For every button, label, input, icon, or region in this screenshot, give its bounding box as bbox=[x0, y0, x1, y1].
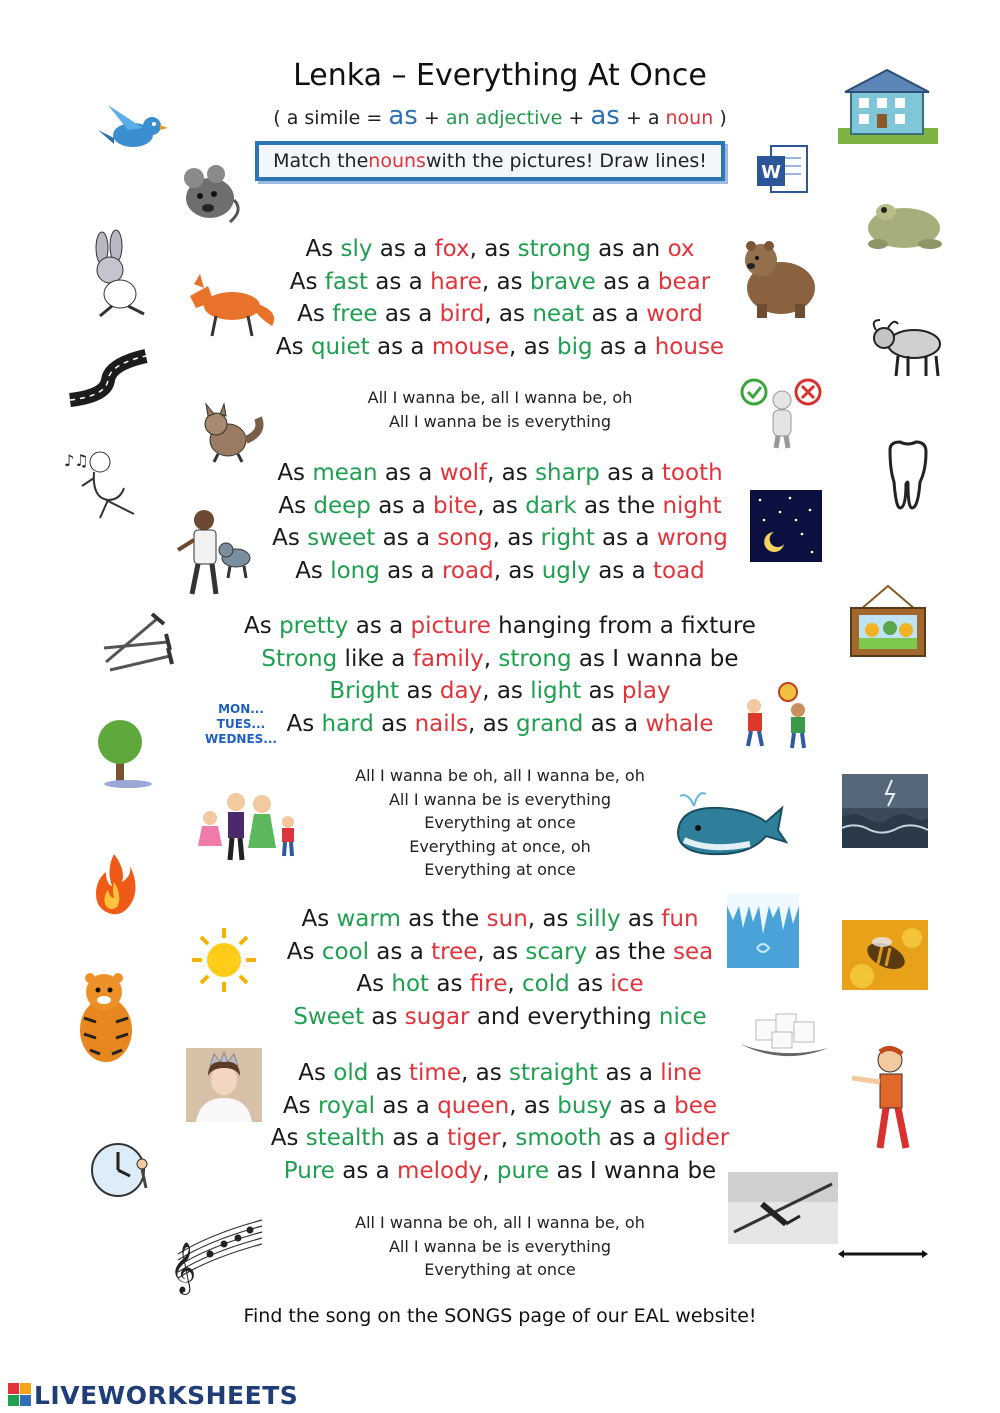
adjective-word: Strong bbox=[261, 645, 338, 672]
formula-plus-2: + bbox=[562, 107, 591, 129]
lyric-text: as a bbox=[377, 460, 440, 486]
lyric-text: , bbox=[482, 1157, 497, 1184]
lyric-text: as a bbox=[584, 301, 647, 327]
adjective-word: cool bbox=[321, 938, 369, 965]
instruction-highlight: nouns bbox=[368, 150, 426, 172]
lyric-text: as a bbox=[592, 333, 655, 360]
day-label-mon: MON... bbox=[218, 702, 264, 716]
sea-picture-icon[interactable] bbox=[842, 774, 928, 848]
chorus-line: All I wanna be oh, all I wanna be, oh bbox=[355, 766, 645, 785]
adjective-word: silly bbox=[575, 906, 621, 932]
road-picture-icon[interactable] bbox=[66, 350, 152, 406]
noun-word[interactable]: melody bbox=[397, 1157, 483, 1184]
footer-note: Find the song on the SONGS page of our EAL website! bbox=[243, 1305, 757, 1327]
hare-picture-icon[interactable] bbox=[82, 234, 156, 318]
lyric-text: as bbox=[399, 678, 440, 704]
noun-word[interactable]: fox bbox=[434, 236, 470, 262]
glider-picture-icon[interactable] bbox=[728, 1172, 838, 1244]
lyric-text: As bbox=[286, 710, 322, 737]
noun-word[interactable]: whale bbox=[645, 710, 714, 737]
formula-open: ( a simile = bbox=[273, 107, 389, 129]
lyric-text: as the bbox=[576, 492, 663, 519]
lyric-text: hanging from a fixture bbox=[490, 613, 756, 639]
noun-word[interactable]: bite bbox=[433, 492, 478, 519]
lyric-text: , as bbox=[509, 1092, 558, 1119]
day-label-tues: TUES... bbox=[216, 717, 266, 731]
song-picture-icon[interactable] bbox=[64, 440, 148, 520]
lyric-text: as a bbox=[601, 1125, 664, 1151]
lyric-text: as a bbox=[369, 938, 432, 965]
lyric-text: as a bbox=[370, 492, 434, 519]
noun-word[interactable]: bee bbox=[674, 1092, 718, 1119]
lyric-text: as bbox=[620, 906, 662, 932]
fire-picture-icon[interactable] bbox=[92, 852, 138, 916]
sun-picture-icon[interactable] bbox=[190, 926, 258, 994]
lyrics-stanza-2 bbox=[0, 457, 1000, 587]
noun-word[interactable]: ox bbox=[667, 236, 695, 262]
lyric-text: as a bbox=[590, 557, 653, 584]
bee-picture-icon[interactable] bbox=[842, 920, 928, 990]
noun-word[interactable]: mouse bbox=[431, 333, 509, 360]
adjective-word: Bright bbox=[329, 678, 400, 704]
bear-picture-icon[interactable] bbox=[735, 238, 819, 320]
worksheet-title: Lenka – Everything At Once bbox=[293, 58, 707, 93]
chorus-line: All I wanna be is everything bbox=[388, 789, 612, 809]
lyric-text: as a bbox=[369, 333, 432, 360]
toad-picture-icon[interactable] bbox=[860, 194, 946, 252]
lyric-text: As bbox=[278, 492, 314, 519]
noun-word[interactable]: wolf bbox=[439, 460, 488, 486]
lyric-text: , as bbox=[493, 557, 542, 584]
lyric-text: as a bbox=[598, 1060, 661, 1086]
lyric-text: , bbox=[507, 971, 522, 997]
lyric-text: As bbox=[295, 557, 331, 584]
lyric-text: As bbox=[356, 971, 392, 997]
lyric-text: , bbox=[483, 645, 499, 672]
noun-word[interactable]: line bbox=[660, 1060, 702, 1086]
adjective-word: cold bbox=[522, 971, 570, 997]
house-picture-icon[interactable] bbox=[833, 68, 943, 146]
lyric-text: and everything bbox=[469, 1003, 659, 1030]
lyric-text: as a bbox=[377, 301, 440, 327]
lyric-text: as bbox=[569, 971, 611, 997]
lyric-text: as a bbox=[375, 1092, 438, 1119]
brand-name: LIVEWORKSHEETS bbox=[34, 1381, 299, 1410]
lyric-text: , as bbox=[468, 710, 517, 737]
chorus-line: All I wanna be is everything bbox=[388, 1236, 612, 1256]
noun-word[interactable]: family bbox=[412, 645, 484, 672]
adjective-word: brave bbox=[529, 268, 596, 295]
fox-picture-icon[interactable] bbox=[180, 272, 280, 338]
nails-picture-icon[interactable] bbox=[100, 612, 174, 672]
adjective-word: hard bbox=[321, 710, 374, 737]
noun-word[interactable]: time bbox=[409, 1060, 461, 1086]
pointing-boy-icon[interactable] bbox=[850, 1046, 920, 1156]
lyric-text: As bbox=[244, 613, 280, 639]
melody-picture-icon[interactable] bbox=[170, 1214, 264, 1293]
adjective-word: Pure bbox=[283, 1157, 335, 1184]
noun-word[interactable]: tooth bbox=[661, 460, 723, 486]
adjective-word: busy bbox=[557, 1092, 613, 1119]
adjective-word: grand bbox=[516, 710, 584, 737]
straight-line-icon[interactable] bbox=[838, 1246, 928, 1262]
lyric-text: as a bbox=[367, 268, 431, 295]
whale-picture-icon[interactable] bbox=[670, 782, 788, 862]
adjective-word: mean bbox=[312, 460, 378, 486]
wolf-picture-icon[interactable] bbox=[192, 404, 266, 464]
lyric-text: , as bbox=[484, 301, 533, 327]
lyric-text: , as bbox=[487, 460, 536, 486]
tiger-picture-icon[interactable] bbox=[66, 968, 146, 1068]
formula-noun: noun bbox=[665, 107, 714, 129]
chorus-line: Everything at once bbox=[424, 1260, 576, 1279]
lyric-text: as a bbox=[385, 1125, 448, 1151]
lyric-text: as a bbox=[379, 557, 442, 584]
lyric-text: As bbox=[275, 333, 311, 360]
lyric-text: as bbox=[368, 1060, 410, 1086]
noun-word[interactable]: hare bbox=[430, 268, 482, 295]
lyric-text: as a bbox=[348, 613, 411, 639]
formula-plus-3: + a bbox=[619, 107, 666, 129]
lyric-text: , as bbox=[482, 678, 531, 704]
noun-word[interactable]: tree bbox=[431, 938, 478, 965]
lyric-text: , as bbox=[477, 938, 526, 965]
adjective-word: straight bbox=[509, 1060, 599, 1086]
chorus-line: All I wanna be, all I wanna be, oh bbox=[367, 388, 633, 407]
day-days-label[interactable] bbox=[196, 702, 286, 747]
noun-word[interactable]: wrong bbox=[656, 525, 728, 551]
lyric-text: as I wanna be bbox=[571, 645, 739, 672]
formula-adjective: an adjective bbox=[445, 107, 563, 129]
lyric-line bbox=[0, 522, 1000, 555]
lyric-text: as a bbox=[599, 460, 662, 486]
adjective-word: fast bbox=[324, 268, 368, 295]
noun-word[interactable]: sea bbox=[672, 938, 714, 965]
noun-word[interactable]: bear bbox=[657, 268, 711, 295]
adjective-word: big bbox=[557, 333, 593, 360]
adjective-word: smooth bbox=[515, 1125, 602, 1151]
chorus-line: Everything at once bbox=[424, 813, 576, 832]
mouse-picture-icon[interactable] bbox=[172, 160, 240, 226]
lyric-line bbox=[0, 457, 1000, 490]
formula-plus-1: + bbox=[417, 107, 446, 129]
noun-word[interactable]: house bbox=[654, 333, 725, 360]
lyric-text: As bbox=[272, 525, 308, 551]
noun-word[interactable]: play bbox=[621, 678, 671, 704]
lyric-text: as an bbox=[590, 236, 668, 262]
formula-as-1: as bbox=[388, 101, 418, 131]
svg-text:♪♫: ♪♫ bbox=[64, 451, 89, 470]
lyric-text: , as bbox=[527, 906, 576, 932]
adjective-word: nice bbox=[658, 1003, 707, 1030]
adjective-word: deep bbox=[313, 492, 371, 519]
adjective-word: hot bbox=[391, 971, 430, 997]
chorus-line: All I wanna be oh, all I wanna be, oh bbox=[355, 1213, 645, 1232]
adjective-word: strong bbox=[517, 236, 591, 262]
chorus-line: Everything at once bbox=[424, 860, 576, 879]
chorus-line: Everything at once, oh bbox=[409, 836, 591, 856]
night-picture-icon[interactable] bbox=[750, 490, 822, 562]
lyric-text: as a bbox=[334, 1157, 398, 1184]
adjective-word: long bbox=[330, 557, 380, 584]
lyric-text: , as bbox=[492, 525, 541, 551]
lyric-line bbox=[0, 1001, 1000, 1034]
lyric-line bbox=[0, 675, 1000, 708]
lyric-text: , as bbox=[460, 1060, 509, 1086]
lyric-text: as the bbox=[400, 906, 487, 932]
adjective-word: quiet bbox=[310, 333, 370, 360]
adjective-word: sharp bbox=[535, 460, 600, 486]
adjective-word: pure bbox=[496, 1157, 550, 1184]
lyric-text: As bbox=[289, 268, 325, 295]
lyric-line bbox=[0, 490, 1000, 523]
lyric-text: as the bbox=[587, 938, 673, 965]
lyric-text: as bbox=[373, 710, 415, 737]
lyric-text: as I wanna be bbox=[549, 1157, 717, 1184]
adjective-word: ugly bbox=[541, 557, 591, 584]
noun-word[interactable]: ice bbox=[610, 971, 644, 997]
ice-picture-icon[interactable] bbox=[727, 894, 799, 968]
liveworksheets-logo-icon bbox=[8, 1383, 32, 1407]
lyric-text: as bbox=[581, 678, 622, 704]
adjective-word: free bbox=[332, 301, 378, 327]
lyric-text: as bbox=[364, 1003, 405, 1030]
adjective-word: neat bbox=[532, 301, 585, 327]
tooth-picture-icon[interactable] bbox=[884, 440, 932, 512]
sugar-picture-icon[interactable] bbox=[738, 1008, 830, 1060]
instruction-before: Match the bbox=[273, 150, 369, 172]
noun-word[interactable]: glider bbox=[663, 1125, 730, 1151]
lyric-text: as a bbox=[594, 525, 657, 551]
lyric-text: as a bbox=[595, 268, 658, 295]
noun-word[interactable]: night bbox=[662, 492, 722, 519]
formula-as-2: as bbox=[590, 101, 620, 131]
adjective-word: scary bbox=[525, 938, 588, 965]
word-document-icon[interactable] bbox=[757, 144, 809, 196]
lyric-text: as a bbox=[372, 236, 435, 262]
ox-picture-icon[interactable] bbox=[868, 316, 948, 378]
family-picture-icon[interactable] bbox=[194, 790, 302, 862]
queen-picture-icon[interactable] bbox=[186, 1048, 262, 1122]
play-picture-icon[interactable] bbox=[738, 680, 816, 750]
lyric-text: , as bbox=[469, 236, 518, 262]
lyric-text: as bbox=[429, 971, 470, 997]
adjective-word: royal bbox=[317, 1092, 376, 1119]
adjective-word: dark bbox=[525, 492, 577, 519]
tree-picture-icon[interactable] bbox=[88, 716, 154, 790]
noun-word[interactable]: song bbox=[437, 525, 493, 551]
noun-word[interactable]: nails bbox=[414, 710, 468, 737]
adjective-word: sly bbox=[340, 236, 373, 262]
lyric-text: As bbox=[277, 460, 313, 486]
noun-word[interactable]: word bbox=[646, 301, 703, 327]
lyric-text: , bbox=[500, 1125, 516, 1151]
noun-word[interactable]: tiger bbox=[447, 1125, 501, 1151]
svg-text:𝄞: 𝄞 bbox=[170, 1242, 197, 1293]
lyric-text: As bbox=[305, 236, 341, 262]
lyric-text: as a bbox=[612, 1092, 675, 1119]
noun-word[interactable]: toad bbox=[653, 557, 705, 584]
lyric-text: as a bbox=[375, 525, 438, 551]
chorus-line: All I wanna be is everything bbox=[388, 411, 612, 431]
adjective-word: right bbox=[540, 525, 595, 551]
bird-picture-icon[interactable] bbox=[98, 100, 168, 166]
day-label-wednes: WEDNES... bbox=[205, 732, 277, 746]
adjective-word: warm bbox=[336, 906, 401, 932]
noun-word[interactable]: day bbox=[439, 678, 483, 704]
picture-frame-icon[interactable] bbox=[848, 582, 928, 660]
lyric-text: as a bbox=[583, 710, 646, 737]
noun-word[interactable]: queen bbox=[437, 1092, 510, 1119]
adjective-word: Sweet bbox=[293, 1003, 365, 1030]
instruction-box bbox=[255, 141, 725, 181]
adjective-word: pretty bbox=[279, 613, 349, 639]
noun-word[interactable]: bird bbox=[439, 301, 485, 327]
noun-word[interactable]: fire bbox=[469, 971, 508, 997]
lyric-text: , as bbox=[509, 333, 558, 360]
lyric-text: like a bbox=[337, 645, 413, 672]
bite-picture-icon[interactable] bbox=[170, 506, 256, 598]
lyric-text: As bbox=[286, 938, 322, 965]
lyric-text: , as bbox=[481, 268, 530, 295]
noun-word[interactable]: sun bbox=[486, 906, 528, 932]
formula-close: ) bbox=[713, 107, 727, 129]
instruction-after: with the pictures! Draw lines! bbox=[425, 150, 707, 172]
lyric-text: As bbox=[270, 1125, 306, 1151]
noun-word[interactable]: picture bbox=[410, 613, 491, 639]
noun-word[interactable]: sugar bbox=[404, 1003, 470, 1030]
lyric-text: As bbox=[301, 906, 337, 932]
lyric-text: As bbox=[282, 1092, 318, 1119]
svg-text:W: W bbox=[761, 162, 781, 183]
adjective-word: light bbox=[530, 678, 582, 704]
right-wrong-picture-icon[interactable] bbox=[740, 378, 826, 450]
noun-word[interactable]: road bbox=[441, 557, 494, 584]
lyric-text: , as bbox=[477, 492, 526, 519]
lyric-text: As bbox=[298, 1060, 334, 1086]
adjective-word: stealth bbox=[305, 1125, 386, 1151]
adjective-word: sweet bbox=[307, 525, 376, 551]
noun-word[interactable]: fun bbox=[661, 906, 699, 932]
adjective-word: old bbox=[333, 1060, 369, 1086]
adjective-word: strong bbox=[498, 645, 572, 672]
lyric-text: As bbox=[297, 301, 333, 327]
time-clock-icon[interactable] bbox=[88, 1138, 156, 1204]
